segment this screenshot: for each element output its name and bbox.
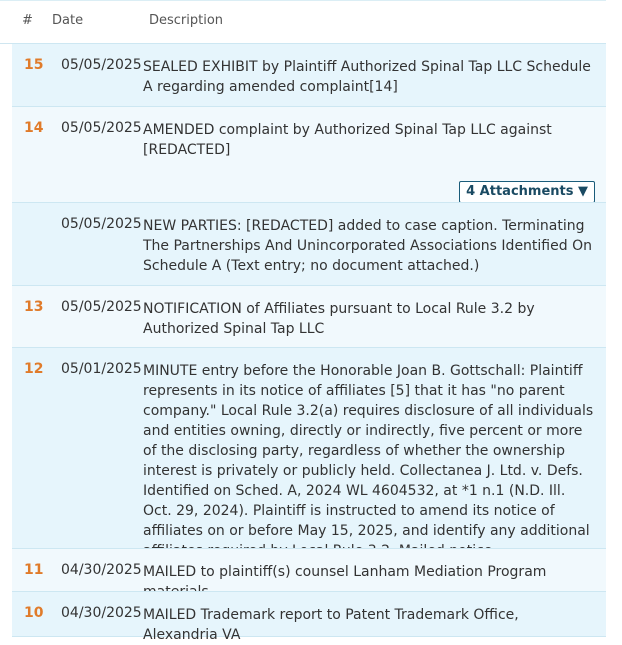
entry-date: 05/05/2025 bbox=[61, 57, 142, 73]
table-row bbox=[12, 43, 606, 106]
entry-number[interactable]: 14 bbox=[24, 120, 44, 136]
entry-description: AMENDED complaint by Authorized Spinal Tap LLC against [REDACTED] bbox=[143, 122, 552, 158]
entry-number[interactable]: 11 bbox=[24, 562, 44, 578]
entry-date: 05/05/2025 bbox=[61, 120, 142, 136]
entry-date: 05/05/2025 bbox=[61, 216, 142, 232]
table-header bbox=[0, 0, 606, 44]
entry-date: 04/30/2025 bbox=[61, 605, 142, 621]
entry-date: 05/01/2025 bbox=[61, 361, 142, 377]
header-date: Date bbox=[52, 13, 84, 28]
entry-description: NEW PARTIES: [REDACTED] added to case caption. Terminating The Partnerships And Unincorporated Associations Identified On Schedule A (Text entry; no document attached.) bbox=[143, 218, 592, 274]
entry-number[interactable]: 12 bbox=[24, 361, 44, 377]
attachments-button[interactable]: 4 Attachments ▼ bbox=[459, 181, 595, 203]
table-row bbox=[12, 591, 606, 643]
entry-description: MAILED Trademark report to Patent Trademark Office, Alexandria VA bbox=[143, 607, 519, 643]
table-row bbox=[12, 106, 606, 202]
table-row bbox=[12, 285, 606, 347]
entry-number[interactable]: 15 bbox=[24, 57, 44, 73]
entry-description: SEALED EXHIBIT by Plaintiff Authorized Spinal Tap LLC Schedule A regarding amended complaint[14] bbox=[143, 59, 591, 95]
table-row bbox=[12, 347, 606, 548]
entry-date: 05/05/2025 bbox=[61, 299, 142, 315]
table-row bbox=[12, 202, 606, 285]
entry-date: 04/30/2025 bbox=[61, 562, 142, 578]
entry-description: NOTIFICATION of Affiliates pursuant to Local Rule 3.2 by Authorized Spinal Tap LLC bbox=[143, 301, 535, 337]
entry-number[interactable]: 10 bbox=[24, 605, 44, 621]
entry-number[interactable]: 13 bbox=[24, 299, 44, 315]
table-row bbox=[12, 548, 606, 591]
header-description: Description bbox=[149, 13, 224, 28]
header-number: # bbox=[22, 13, 33, 28]
entry-description: MAILED to plaintiff(s) counsel Lanham Mediation Program bbox=[143, 564, 547, 580]
entry-description: MINUTE entry before the Honorable Joan B. Gottschall: Plaintiff represents in its notice of affiliates [5] that it has "no parent company." Local Rule 3.2(a) requires disclosure of all individuals and entities owning, directly or indirectly, five percent or more of the disclosing party, regardless of whether the ownership interest is privately or publicly held. Collectanea J. Ltd. v. Defs. Identified on Sched. A, 2024 WL 4604532, at *1 n.1 (N.D. Ill. Oct. 29, 2024). Plaintiff is instructed to amend its notice of affiliates on or before May 15, 2025, and identify any additional bbox=[143, 363, 594, 539]
